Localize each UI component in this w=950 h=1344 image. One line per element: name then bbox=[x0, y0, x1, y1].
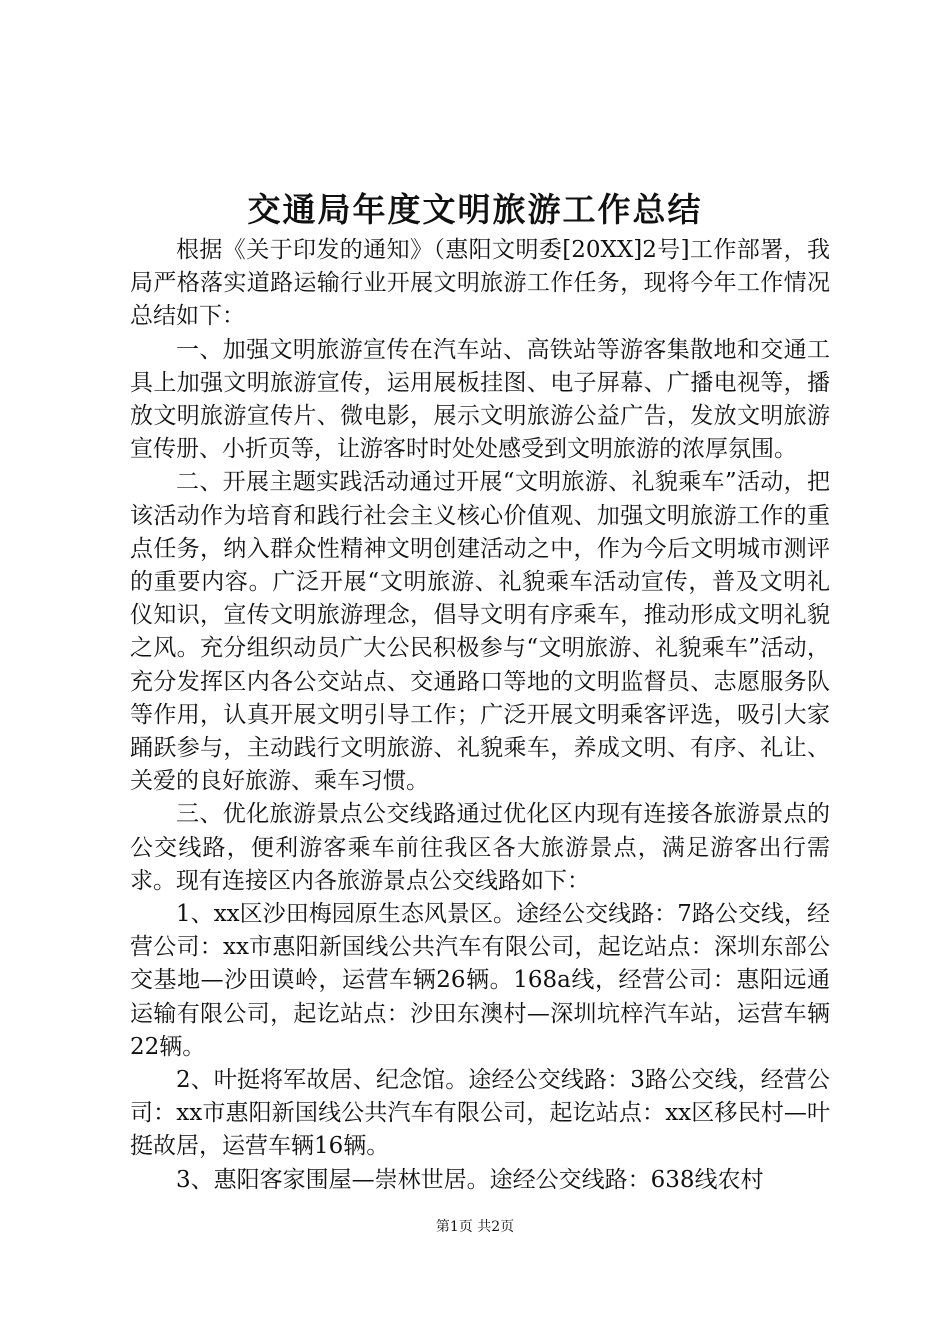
document-body bbox=[130, 234, 830, 1197]
paragraph-route-3: 3、惠阳客家围屋—崇林世居。途经公交线路：638线农村 bbox=[176, 1166, 764, 1193]
paragraph-route-1: 1、xx区沙田梅园原生态风景区。途经公交线路：7路公交线，经营公司：xx市惠阳新国线公共汽车有限公司，起讫站点：深圳东部公交基地—沙田谟岭，运营车辆26辆。168a线，经营公司：惠阳远通运输有限公司，起讫站点：沙田东澳村—深圳坑梓汽车站，运营车辆22辆。 bbox=[130, 901, 830, 1060]
paragraph-section-2: 二、开展主题实践活动通过开展“文明旅游、礼貌乘车”活动，把该活动作为培育和践行社会主义核心价值观、加强文明旅游工作的重点任务，纳入群众性精神文明创建活动之中，作为今后文明城市测评的重要内容。广泛开展“文明旅游、礼貌乘车活动宣传，普及文明礼仪知识，宣传文明旅游理念，倡导文明有序乘车，推动形成文明礼貌之风。充分组织动员广大公民积极参与“文明旅游、礼貌乘车”活动，充分发挥区内各公交站点、交通路口等地的文明监督员、志愿服务队等作用，认真开展文明引导工作；广泛开展文明乘客评选，吸引大家踊跃参与，主动践行文明旅游、礼貌乘车，养成文明、有序、礼让、关爱的良好旅游、乘车习惯。 bbox=[130, 469, 830, 795]
paragraph-section-3: 三、优化旅游景点公交线路通过优化区内现有连接各旅游景点的公交线路，便利游客乘车前往我区各大旅游景点，满足游客出行需求。现有连接区内各旅游景点公交线路如下： bbox=[130, 801, 830, 894]
page-number-footer: 第1页 共2页 bbox=[435, 1219, 515, 1235]
paragraph-section-1: 一、加强文明旅游宣传在汽车站、高铁站等游客集散地和交通工具上加强文明旅游宣传，运用展板挂图、电子屏幕、广播电视等，播放文明旅游宣传片、微电影，展示文明旅游公益广告，发放文明旅游宣传册、小折页等，让游客时时处处感受到文明旅游的浓厚氛围。 bbox=[130, 336, 830, 463]
document-title: 交通局年度文明旅游工作总结 bbox=[247, 190, 703, 229]
paragraph-intro: 根据《关于印发的通知》（惠阳文明委[20XX]2号]工作部署，我局严格落实道路运输行业开展文明旅游工作任务，现将今年工作情况总结如下： bbox=[130, 237, 830, 330]
paragraph-route-2: 2、叶挺将军故居、纪念馆。途经公交线路：3路公交线，经营公司：xx市惠阳新国线公共汽车有限公司，起讫站点：xx区移民村—叶挺故居，运营车辆16辆。 bbox=[130, 1067, 830, 1160]
